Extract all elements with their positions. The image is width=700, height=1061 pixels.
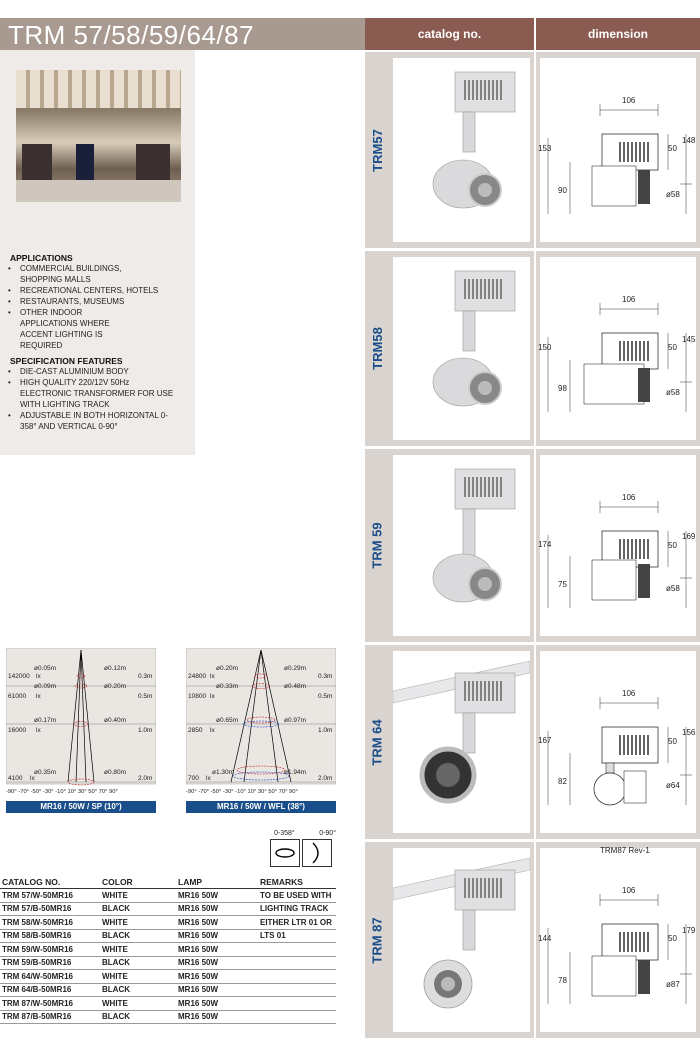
table-header-row — [0, 876, 336, 889]
diameter-dimension: ø64 — [666, 781, 680, 790]
table-row — [0, 956, 336, 970]
product-photo — [393, 455, 530, 636]
color-cell: WHITE — [100, 889, 164, 903]
diameter-label: ø0.35m — [34, 769, 57, 776]
beam-chart-sp-diagram — [6, 648, 156, 806]
remarks-cell: EITHER LTR 01 OR — [240, 916, 336, 930]
feature-item: • HIGH QUALITY 220/12V 50Hz ELECTRONIC TRANSFORMER FOR USE WITH LIGHTING TRACK — [0, 377, 180, 410]
diameter-dimension: ø58 — [666, 388, 680, 397]
catalog-cell-trm59 — [365, 449, 534, 642]
lamp-cell: MR16 50W — [164, 889, 240, 903]
diameter-label: ø0.65m — [216, 717, 239, 724]
lamp-cell: MR16 50W — [164, 916, 240, 930]
table-row — [0, 943, 336, 957]
catalog-cell-trm64 — [365, 645, 534, 839]
diameter-label: ø0.05m — [34, 665, 57, 672]
page-title: TRM 57/58/59/64/87 — [8, 20, 255, 50]
catalog-cell: TRM 58/W-50MR16 — [0, 916, 100, 930]
head-height-dimension: 50 — [668, 144, 677, 153]
feature-item: • ADJUSTABLE IN BOTH HORIZONTAL 0-358° AND VERTICAL 0-90° — [0, 410, 170, 432]
remarks-cell: TO BE USED WITH — [240, 889, 336, 903]
applications-heading: APPLICATIONS — [10, 253, 73, 263]
horizontal-rotation-label: 0-358° — [274, 830, 295, 837]
lux-label: 700 — [188, 775, 199, 782]
lux-unit: lx — [30, 775, 35, 782]
catalog-cell-trm57 — [365, 52, 534, 248]
lamp-cell: MR16 50W — [164, 956, 240, 970]
color-cell: BLACK — [100, 983, 164, 997]
diameter-label: ø0.40m — [104, 717, 127, 724]
vertical-rotation-icon — [302, 839, 332, 867]
header-remarks: REMARKS — [240, 876, 336, 889]
right-height-dimension: 179 — [682, 926, 696, 935]
title-bar — [0, 18, 365, 50]
dimension-column-label: dimension — [587, 27, 648, 41]
table-row — [0, 970, 336, 984]
product-label — [365, 645, 389, 839]
diameter-label: ø0.48m — [284, 683, 307, 690]
header-color: COLOR — [100, 876, 164, 889]
product-photo — [393, 848, 530, 1032]
lux-label: 10800 — [188, 693, 207, 700]
diameter-dimension: ø87 — [666, 980, 680, 989]
diameter-label: ø1.94m — [284, 769, 307, 776]
dimension-drawing — [540, 58, 696, 242]
width-dimension: 106 — [622, 96, 636, 105]
width-dimension: 106 — [622, 886, 636, 895]
catalog-cell: TRM 57/W-50MR16 — [0, 889, 100, 903]
diameter-label: ø1.30m — [212, 769, 235, 776]
dimension-drawing — [540, 257, 696, 440]
remarks-cell — [240, 956, 336, 970]
color-cell: WHITE — [100, 997, 164, 1011]
lux-unit: lx — [210, 673, 215, 680]
head-height-dimension: 50 — [668, 541, 677, 550]
remarks-cell — [240, 943, 336, 957]
diameter-label: ø0.20m — [216, 665, 239, 672]
lux-label: 24800 — [188, 673, 207, 680]
lamp-cell: MR16 50W — [164, 997, 240, 1011]
catalog-cell: TRM 59/B-50MR16 — [0, 956, 100, 970]
dimension-cell-trm87 — [536, 842, 700, 1038]
right-height-dimension: 148 — [682, 136, 696, 145]
right-height-dimension: 156 — [682, 728, 696, 737]
beam-chart-sp-caption: MR16 / 50W / SP (10°) — [6, 801, 156, 813]
product-label — [365, 52, 389, 248]
product-label — [365, 449, 389, 642]
product-photo — [393, 58, 530, 242]
table-row — [0, 997, 336, 1011]
diameter-label: ø0.29m — [284, 665, 307, 672]
color-cell: BLACK — [100, 956, 164, 970]
width-dimension: 106 — [622, 689, 636, 698]
beam-chart-wfl — [186, 648, 336, 813]
diameter-label: ø0.33m — [216, 683, 239, 690]
catalog-cell: TRM 57/B-50MR16 — [0, 902, 100, 916]
distance-label: 2.0m — [138, 775, 153, 782]
angle-axis: -90° -70° -50° -30° -10° 10° 30° 50° 70° 90° — [186, 789, 298, 795]
product-label-text: TRM 59 — [369, 522, 385, 569]
diameter-dimension: ø58 — [666, 190, 680, 199]
catalog-cell-trm58 — [365, 251, 534, 446]
lower-height-dimension: 75 — [558, 580, 567, 589]
features-section — [10, 356, 180, 432]
lower-height-dimension: 78 — [558, 976, 567, 985]
total-height-dimension: 153 — [538, 144, 552, 153]
color-cell: WHITE — [100, 943, 164, 957]
dimension-drawing — [540, 848, 696, 1032]
diameter-label: ø0.80m — [104, 769, 127, 776]
table-row — [0, 889, 336, 903]
distance-label: 2.0m — [318, 775, 333, 782]
product-label-text: TRM 64 — [369, 718, 385, 766]
catalog-column-label: catalog no. — [417, 27, 482, 41]
distance-label: 0.5m — [138, 693, 153, 700]
product-label — [365, 842, 389, 1038]
color-cell: BLACK — [100, 1010, 164, 1024]
product-label — [365, 251, 389, 446]
total-height-dimension: 150 — [538, 342, 552, 352]
distance-label: 0.5m — [318, 693, 333, 700]
remarks-cell — [240, 1010, 336, 1024]
dimension-cell-trm64 — [536, 645, 700, 839]
beam-chart-sp — [6, 648, 156, 813]
application-item: • RESTAURANTS, MUSEUMS — [0, 296, 175, 307]
lux-unit: lx — [210, 727, 215, 734]
catalog-cell: TRM 59/W-50MR16 — [0, 943, 100, 957]
vertical-rotation-label: 0-90° — [319, 830, 336, 837]
lamp-cell: MR16 50W — [164, 929, 240, 943]
color-cell: WHITE — [100, 970, 164, 984]
catalog-cell: TRM 58/B-50MR16 — [0, 929, 100, 943]
product-label-text: TRM58 — [369, 327, 385, 370]
right-height-dimension: 169 — [682, 531, 696, 541]
remarks-cell — [240, 983, 336, 997]
lower-height-dimension: 90 — [558, 186, 567, 195]
catalog-cell: TRM 64/W-50MR16 — [0, 970, 100, 984]
catalog-cell-trm87 — [365, 842, 534, 1038]
table-row — [0, 1010, 336, 1024]
remarks-cell: LTS 01 — [240, 929, 336, 943]
applications-section — [10, 253, 175, 351]
lux-label: 142000 — [8, 673, 30, 680]
lux-unit: lx — [36, 673, 41, 680]
lux-unit: lx — [210, 693, 215, 700]
feature-item: • DIE-CAST ALUMINIUM BODY — [0, 366, 175, 377]
diameter-dimension: ø58 — [666, 584, 680, 593]
table-row — [0, 916, 336, 930]
total-height-dimension: 144 — [538, 934, 552, 943]
lamp-cell: MR16 50W — [164, 943, 240, 957]
distance-label: 1.0m — [318, 727, 333, 734]
lower-height-dimension: 82 — [558, 777, 567, 786]
width-dimension: 106 — [622, 295, 636, 304]
color-cell: WHITE — [100, 916, 164, 930]
lower-height-dimension: 98 — [558, 384, 567, 393]
remarks-cell — [240, 970, 336, 984]
beam-chart-wfl-diagram — [186, 648, 336, 806]
catalog-table-wrapper — [0, 876, 336, 1024]
head-height-dimension: 50 — [668, 343, 677, 352]
distance-label: 0.3m — [138, 673, 153, 680]
product-label-text: TRM 87 — [369, 916, 385, 964]
angle-axis: -90° -70° -50° -30° -10° 10° 30° 50° 70° 90° — [6, 789, 118, 795]
header-lamp: LAMP — [164, 876, 240, 889]
dimension-cell-trm57 — [536, 52, 700, 248]
revision-note: TRM87 Rev-1 — [600, 846, 650, 855]
dimension-drawing — [540, 455, 696, 636]
application-item: • RECREATIONAL CENTERS, HOTELS — [0, 285, 175, 296]
lamp-cell: MR16 50W — [164, 983, 240, 997]
catalog-cell: TRM 87/W-50MR16 — [0, 997, 100, 1011]
color-cell: BLACK — [100, 929, 164, 943]
remarks-cell: LIGHTING TRACK — [240, 902, 336, 916]
table-row — [0, 983, 336, 997]
diameter-label: ø0.09m — [34, 683, 57, 690]
table-row — [0, 929, 336, 943]
catalog-table — [0, 876, 336, 1024]
lux-unit: lx — [36, 693, 41, 700]
catalog-cell: TRM 87/B-50MR16 — [0, 1010, 100, 1024]
lux-label: 2850 — [188, 727, 203, 734]
lux-label: 16000 — [8, 727, 27, 734]
right-height-dimension: 145 — [682, 334, 696, 344]
product-photo — [393, 651, 530, 833]
distance-label: 1.0m — [138, 727, 153, 734]
dimension-cell-trm59 — [536, 449, 700, 642]
header-catalog: CATALOG NO. — [0, 876, 100, 889]
total-height-dimension: 167 — [538, 736, 552, 745]
application-item: • COMMERCIAL BUILDINGS, SHOPPING MALLS — [0, 263, 140, 285]
beam-chart-wfl-caption: MR16 / 50W / WFL (38°) — [186, 801, 336, 813]
width-dimension: 106 — [622, 493, 636, 502]
diameter-label: ø0.17m — [34, 717, 57, 724]
rotation-legend — [270, 830, 340, 867]
dimension-cell-trm58 — [536, 251, 700, 446]
diameter-label: ø0.97m — [284, 717, 307, 724]
lux-unit: lx — [206, 775, 211, 782]
catalog-column-header — [365, 18, 534, 50]
application-item: • OTHER INDOOR APPLICATIONS WHERE ACCENT LIGHTING IS REQUIRED — [0, 307, 140, 351]
total-height-dimension: 174 — [538, 539, 552, 549]
lamp-cell: MR16 50W — [164, 902, 240, 916]
lamp-cell: MR16 50W — [164, 970, 240, 984]
horizontal-rotation-icon — [270, 839, 300, 867]
catalog-cell: TRM 64/B-50MR16 — [0, 983, 100, 997]
head-height-dimension: 50 — [668, 737, 677, 746]
lux-label: 4100 — [8, 775, 23, 782]
diameter-label: ø0.20m — [104, 683, 127, 690]
lamp-cell: MR16 50W — [164, 1010, 240, 1024]
lux-unit: lx — [36, 727, 41, 734]
product-photo — [393, 257, 530, 440]
lux-label: 61000 — [8, 693, 27, 700]
table-row — [0, 902, 336, 916]
distance-label: 0.3m — [318, 673, 333, 680]
product-label-text: TRM57 — [369, 128, 385, 172]
features-heading: SPECIFICATION FEATURES — [10, 356, 123, 366]
diameter-label: ø0.12m — [104, 665, 127, 672]
remarks-cell — [240, 997, 336, 1011]
head-height-dimension: 50 — [668, 934, 677, 943]
dimension-drawing — [540, 651, 696, 833]
color-cell: BLACK — [100, 902, 164, 916]
store-photo — [16, 70, 181, 202]
dimension-column-header — [536, 18, 700, 50]
